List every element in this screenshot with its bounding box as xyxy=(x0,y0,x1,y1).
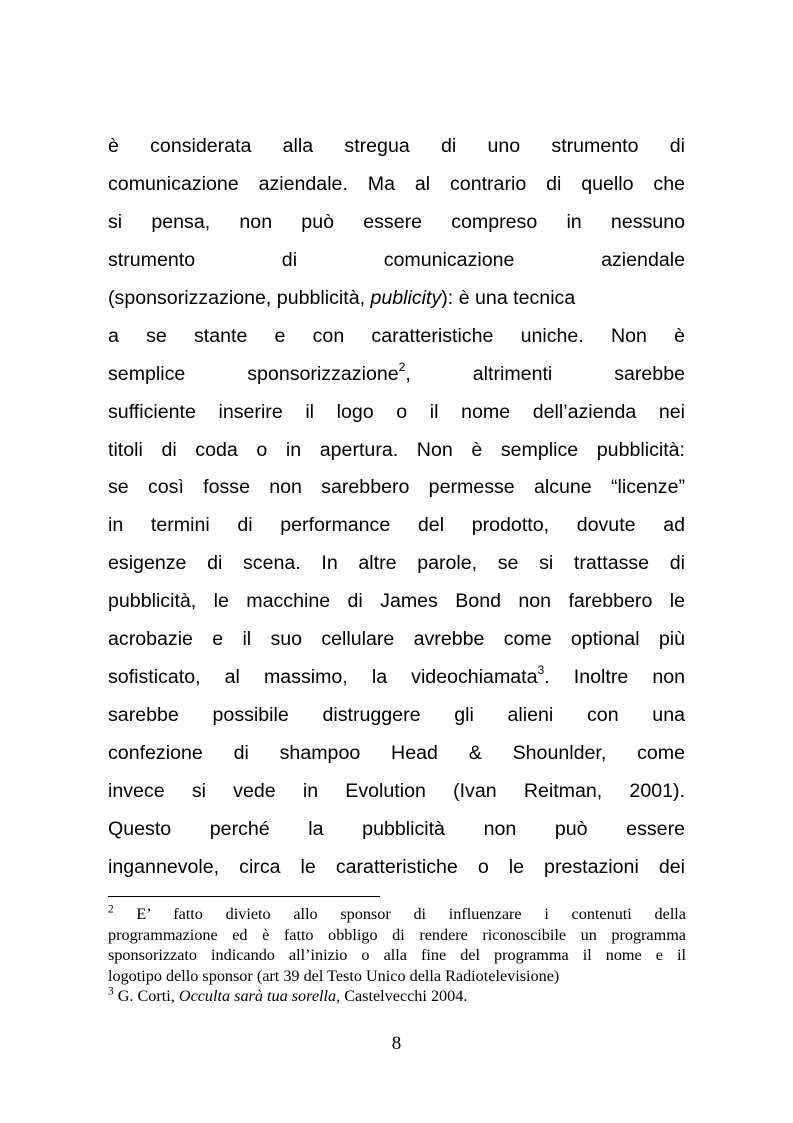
text-line: se così fosse non sarebbero permesse alcune “licenze” xyxy=(108,476,685,499)
footnote-ref-2: 2 xyxy=(398,359,406,374)
text-line: si pensa, non può essere compreso in nessuno xyxy=(108,210,685,233)
text-line: titoli di coda o in apertura. Non è semplice pubblicità: xyxy=(108,438,685,461)
text-line: in termini di performance del prodotto, dovute ad xyxy=(108,514,685,537)
footnote-2-line: programmazione ed è fatto obbligo di rendere riconoscibile un programma xyxy=(108,925,686,944)
footnote-2-line: logotipo dello sponsor (art 39 del Testo Unico della Radiotelevisione) xyxy=(108,966,560,985)
footnote-3-number: 3 xyxy=(108,985,114,998)
text-line: è considerata alla stregua di uno strumento di xyxy=(108,135,685,157)
text-line: confezione di shampoo Head & Shounlder, come xyxy=(108,742,685,764)
text-line: strumento di comunicazione aziendale xyxy=(108,248,685,271)
footnote-2-line: $^2$ E’ fatto divieto allo sponsor di influenzare i contenuti della xyxy=(108,903,686,923)
text-line: sarebbe possibile distruggere gli alieni con una xyxy=(108,704,685,727)
footnote-ref-3: 3 xyxy=(537,663,545,678)
text-line: ingannevole, circa le caratteristiche o le prestazioni dei xyxy=(108,855,685,878)
page-number: 8 xyxy=(391,1033,402,1054)
italic-term: publicity xyxy=(370,286,442,309)
text-line: a se stante e con caratteristiche uniche. Non è xyxy=(108,324,685,347)
footnote-2-number: 2 xyxy=(108,903,114,916)
text-line: acrobazie e il suo cellulare avrebbe come optional più xyxy=(108,628,685,651)
text-line: sofisticato, al massimo, la videochiamata$^3$. Inoltre non xyxy=(108,663,686,689)
text-line: esigenze di scena. In altre parole, se si trattasse di xyxy=(108,552,685,575)
text-line: sufficiente inserire il logo o il nome dell’azienda nei xyxy=(108,400,685,423)
text-line: (sponsorizzazione, pubblicità, publicity): è una tecnica xyxy=(108,286,576,309)
text-line: comunicazione aziendale. Ma al contrario di quello che xyxy=(108,172,685,195)
main-text xyxy=(108,128,685,887)
footnotes xyxy=(108,904,686,1007)
text-line: semplice sponsorizzazione$^2$, altrimenti sarebbe xyxy=(108,359,685,385)
footnote-2-line: sponsorizzato indicando all’inizio o alla fine del programma il nome e il xyxy=(108,946,686,965)
text-line: pubblicità, le macchine di James Bond non farebbero le xyxy=(108,590,685,613)
footnote-3: $^3$ G. Corti, Occulta sarà tua sorella, Castelvecchi 2004. xyxy=(108,985,468,1006)
footnote-separator xyxy=(108,896,380,897)
book-title: Occulta sarà tua sorella xyxy=(178,987,337,1006)
text-line: Questo perché la pubblicità non può essere xyxy=(108,817,685,840)
text-line: invece si vede in Evolution (Ivan Reitman, 2001). xyxy=(108,779,685,802)
